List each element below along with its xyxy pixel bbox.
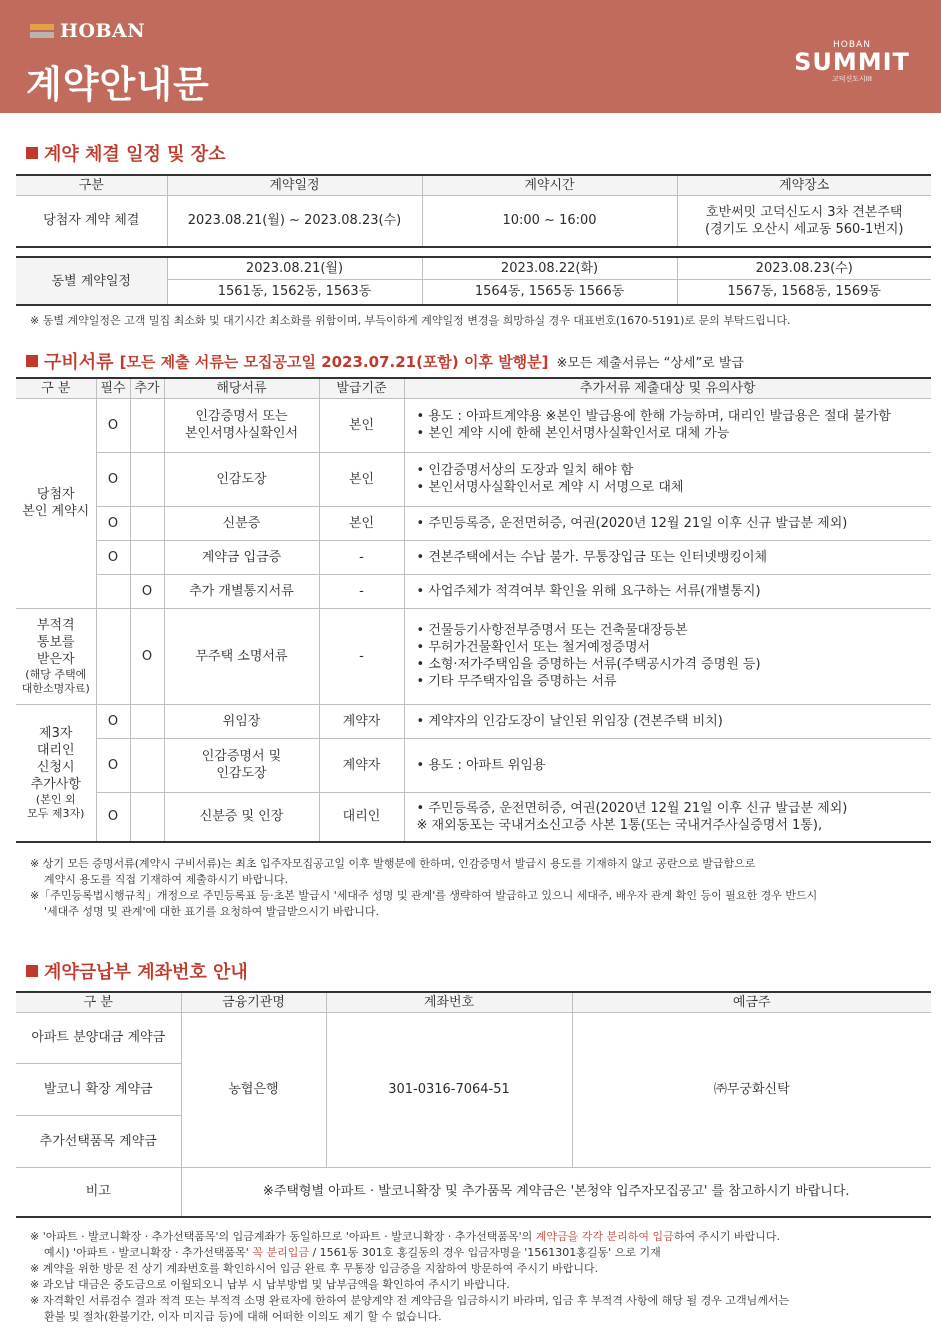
footnote-line [30, 1229, 789, 1245]
required-mark: O [96, 792, 130, 842]
note-item: • 건물등기사항전부증명서 또는 건축물대장등본 [417, 622, 932, 639]
required-mark: O [96, 452, 130, 506]
dong-date: 2023.08.21(월) [167, 257, 422, 279]
note-extra: ※ 재외동포는 국내거소신고증 사본 1통(또는 국내거주사실증명서 1통), [416, 817, 823, 833]
contract-time: 10:00 ~ 16:00 [422, 195, 677, 247]
issue-basis: 계약자 [319, 738, 404, 792]
document-line: 본인서명사실확인서 [184, 426, 299, 441]
additional-mark [130, 540, 164, 574]
document-line: 인감증명서 또는 [195, 409, 288, 424]
table-row [16, 704, 931, 738]
document-notes [404, 398, 931, 452]
note-item: • 무허가건물확인서 또는 철거예정증명서 [417, 639, 932, 656]
note-item: • 견본주택에서는 수납 불가. 무통장입금 또는 인터넷뱅킹이체 [417, 549, 932, 566]
section1-note: ※ 동별 계약일정은 고객 밀집 최소화 및 대기시간 최소화를 위함이며, 부득이하게 계약일정 변경을 희망하실 경우 대표번호(1670-5191)로 문의 부탁드립니다. [30, 314, 791, 327]
required-mark [96, 608, 130, 704]
document-notes [404, 738, 931, 792]
group-label-line: 부적격 [36, 617, 75, 633]
issue-basis: - [319, 608, 404, 704]
footnote-line: ※「주민등록법시행규칙」개정으로 주민등록표 등·초본 발급시 '세대주 성명 및 관계'를 생략하여 발급하고 있으니 세대주, 배우자 관계 확인 등이 필요한 경우 반드시 [30, 889, 818, 902]
page-title: 계약안내문 [26, 63, 210, 106]
hoban-logo-icon [30, 22, 54, 40]
document-name: 무주택 소명서류 [164, 608, 319, 704]
additional-mark: O [130, 608, 164, 704]
group-label-line: 제3자 [39, 725, 73, 741]
square-bullet-icon [26, 965, 38, 977]
issue-basis: 계약자 [319, 704, 404, 738]
document-notes [404, 608, 931, 704]
additional-mark [130, 704, 164, 738]
document-notes [404, 704, 931, 738]
required-mark: O [96, 540, 130, 574]
group-label-winner [16, 398, 96, 608]
additional-mark [130, 792, 164, 842]
footnote-highlight: 계약금을 각각 분리하여 입금 [535, 1230, 674, 1243]
payment-item: 아파트 분양대금 계약금 [16, 1012, 181, 1063]
footnote-text: 예시) '아파트 · 발코니확장 · 추가선택품목' [44, 1246, 253, 1259]
group-label-line: (본인 외 [35, 792, 76, 806]
group-label-ineligible [16, 608, 96, 704]
footnote-line: ※ 자격확인 서류검수 결과 적격 또는 부적격 소명 완료자에 한하여 분양계약 전 계약금을 입금하시기 바라며, 입금 후 부적격 사항에 해당 될 경우 고객님께서는 [30, 1294, 790, 1307]
required-mark: O [96, 704, 130, 738]
group-label-line: (해당 주택에 [25, 667, 87, 681]
note-item: • 인감증명서상의 도장과 일치 해야 함 [417, 462, 932, 479]
section2-subtitle: [모든 제출 서류는 모집공고일 2023.07.21(포함) 이후 발행분] [119, 352, 549, 371]
group-label-line: 추가사항 [30, 776, 81, 792]
footnote-line: '세대주 성명 및 관계'에 대한 표기를 요청하여 발급받으시기 바랍니다. [44, 905, 380, 918]
payment-item: 발코니 확장 계약금 [16, 1063, 181, 1115]
group-label-line: 본인 계약시 [22, 504, 90, 519]
document-name: 신분증 [164, 506, 319, 540]
document-name: 계약금 입금증 [164, 540, 319, 574]
dong-label: 동별 계약일정 [16, 257, 167, 305]
issue-basis: 대리인 [319, 792, 404, 842]
dong-units: 1567동, 1568동, 1569동 [677, 279, 931, 305]
table-header: 계약시간 [422, 175, 677, 195]
document-name [164, 738, 319, 792]
document-line: 인감증명서 및 [201, 749, 282, 764]
section2-note: ※모든 제출서류는 “상세”로 발급 [556, 355, 744, 371]
section1-title-text: 계약 체결 일정 및 장소 [44, 144, 226, 165]
required-mark: O [96, 738, 130, 792]
note-item: • 본인서명사실확인서로 계약 시 서명으로 대체 [417, 479, 932, 496]
additional-mark [130, 398, 164, 452]
payment-item: 추가선택품목 계약금 [16, 1115, 181, 1167]
document-name [164, 398, 319, 452]
hoban-logo [30, 20, 145, 42]
note-item: • 소형·저가주택임을 증명하는 서류(주택공시가격 증명원 등) [417, 656, 932, 673]
note-item: • 본인 계약 시에 한해 본인서명사실확인서로 대체 가능 [417, 425, 932, 442]
group-label-line: 대한소명자료) [21, 681, 90, 695]
summit-top: HOBAN [833, 40, 871, 50]
dong-units: 1561동, 1562동, 1563동 [167, 279, 422, 305]
footnote-line: 계약시 용도를 직접 기재하여 제출하시기 바랍니다. [44, 873, 289, 886]
table-row [16, 540, 931, 574]
table-header: 구분 [16, 175, 167, 195]
dong-date: 2023.08.23(수) [677, 257, 931, 279]
place-line: (경기도 오산시 세교동 560-1번지) [705, 221, 904, 237]
section3-title-text: 계약금납부 계좌번호 안내 [44, 962, 248, 983]
summit-sub: 고덕신도시III [831, 75, 872, 83]
table-header: 발급기준 [319, 378, 404, 398]
note-item: • 용도 : 아파트계약용 ※본인 발급용에 한해 가능하며, 대리인 발급용은 절대 불가함 [417, 408, 932, 425]
square-bullet-icon [26, 355, 38, 367]
table-row [16, 1012, 931, 1063]
bank-name: 농협은행 [181, 1012, 326, 1167]
issue-basis: 본인 [319, 398, 404, 452]
dong-schedule-table [16, 256, 931, 306]
page-header [0, 0, 941, 113]
footnote-line: ※ 계약을 위한 방문 전 상기 계좌번호를 확인하시어 입금 완료 후 무통장 입금증을 지참하여 방문하여 주시기 바랍니다. [30, 1262, 599, 1275]
row-label: 당첨자 계약 체결 [16, 195, 167, 247]
footnote-line: ※ 상기 모든 증명서류(계약시 구비서류)는 최초 입주자모집공고일 이후 발행분에 한하며, 인감증명서 발급시 용도를 기재하지 않고 공란으로 발급함으로 [30, 857, 756, 870]
section3-footnotes [30, 1229, 789, 1325]
summit-logo [793, 40, 911, 84]
table-row [16, 608, 931, 704]
document-name: 위임장 [164, 704, 319, 738]
document-notes [404, 540, 931, 574]
group-label-line: 받은자 [36, 651, 75, 667]
table-header: 추가 [130, 378, 164, 398]
footnote-text: 하여 주시기 바랍니다. [673, 1230, 780, 1243]
section1-title [26, 140, 226, 166]
table-header: 추가서류 제출대상 및 유의사항 [404, 378, 931, 398]
group-label-proxy [16, 704, 96, 842]
summit-main: SUMMIT [794, 48, 910, 76]
document-notes [404, 452, 931, 506]
group-label-line: 당첨자 [36, 487, 75, 502]
additional-mark [130, 738, 164, 792]
additional-mark: O [130, 574, 164, 608]
account-table [16, 991, 931, 1218]
note-item: • 용도 : 아파트 위임용 [417, 757, 932, 774]
table-row [16, 398, 931, 452]
document-notes [404, 506, 931, 540]
footnote-text: / 1561동 301호 홍길동의 경우 입금자명을 '1561301홍길동' 으로 기재 [308, 1246, 661, 1259]
table-row [16, 738, 931, 792]
table-header: 금융기관명 [181, 992, 326, 1012]
table-header: 구 분 [16, 378, 96, 398]
table-row [16, 574, 931, 608]
issue-basis: 본인 [319, 452, 404, 506]
issue-basis: - [319, 540, 404, 574]
required-mark: O [96, 506, 130, 540]
section2-title [26, 348, 744, 374]
table-header: 해당서류 [164, 378, 319, 398]
table-header: 필수 [96, 378, 130, 398]
table-row [16, 792, 931, 842]
contract-place [677, 195, 931, 247]
section2-footnotes [30, 856, 817, 920]
issue-basis: - [319, 574, 404, 608]
group-label-line: 통보를 [36, 634, 75, 650]
group-label-line: 신청시 [36, 759, 75, 775]
group-label-line: 대리인 [36, 742, 75, 758]
brand-name: HOBAN [60, 20, 146, 42]
note-item: • 기타 무주택자임을 증명하는 서류 [417, 673, 932, 690]
dong-units: 1564동, 1565동 1566동 [422, 279, 677, 305]
note-item: • 주민등록증, 운전면허증, 여권(2020년 12월 21일 이후 신규 발급분 제외) [417, 800, 932, 817]
footnote-highlight: 꼭 분리입금 [252, 1246, 309, 1259]
document-name: 추가 개별통지서류 [164, 574, 319, 608]
document-line: 인감도장 [216, 766, 267, 781]
table-header: 계좌번호 [326, 992, 572, 1012]
note-item: • 사업주체가 적격여부 확인을 위해 요구하는 서류(개별통지) [417, 583, 932, 600]
remark-text: ※주택형별 아파트 · 발코니확장 및 추가품목 계약금은 '본청약 입주자모집공고' 를 참고하시기 바랍니다. [181, 1167, 931, 1217]
table-header: 계약장소 [677, 175, 931, 195]
table-header: 계약일정 [167, 175, 422, 195]
place-line: 호반써밋 고덕신도시 3차 견본주택 [706, 204, 903, 220]
document-notes [404, 792, 931, 842]
required-mark [96, 574, 130, 608]
footnote-line: ※ 과오납 대금은 중도금으로 이월되오니 납부 시 납부방법 및 납부금액을 확인하여 주시기 바랍니다. [30, 1278, 510, 1291]
table-row [16, 1167, 931, 1217]
footnote-text: ※ '아파트 · 발코니확장 · 추가선택품목'의 입금계좌가 동일하므로 '아파트 · 발코니확장 · 추가선택품목'의 [30, 1230, 536, 1243]
section2-title-text: 구비서류 [44, 352, 114, 373]
contract-schedule-table [16, 174, 931, 248]
table-row [16, 452, 931, 506]
remark-label: 비고 [16, 1167, 181, 1217]
document-name: 신분증 및 인장 [164, 792, 319, 842]
contract-period: 2023.08.21(월) ~ 2023.08.23(수) [167, 195, 422, 247]
document-notes [404, 574, 931, 608]
dong-date: 2023.08.22(화) [422, 257, 677, 279]
additional-mark [130, 452, 164, 506]
square-bullet-icon [26, 147, 38, 159]
documents-table [16, 377, 931, 843]
group-label-line: 모두 제3자) [27, 806, 85, 820]
issue-basis: 본인 [319, 506, 404, 540]
additional-mark [130, 506, 164, 540]
required-mark: O [96, 398, 130, 452]
table-header: 구 분 [16, 992, 181, 1012]
note-item: • 주민등록증, 운전면허증, 여권(2020년 12월 21일 이후 신규 발급분 제외) [417, 515, 932, 532]
footnote-line: 환불 및 절차(환불기간, 이자 미지급 등)에 대해 어떠한 이의도 제기 할 수 없습니다. [44, 1310, 442, 1323]
note-item: • 계약자의 인감도장이 날인된 위임장 (견본주택 비치) [417, 713, 932, 730]
footnote-line [30, 1245, 789, 1261]
account-holder: ㈜무궁화신탁 [572, 1012, 931, 1167]
section3-title [26, 958, 248, 984]
document-name: 인감도장 [164, 452, 319, 506]
table-row [16, 506, 931, 540]
account-number: 301-0316-7064-51 [326, 1012, 572, 1167]
table-header: 예금주 [572, 992, 931, 1012]
